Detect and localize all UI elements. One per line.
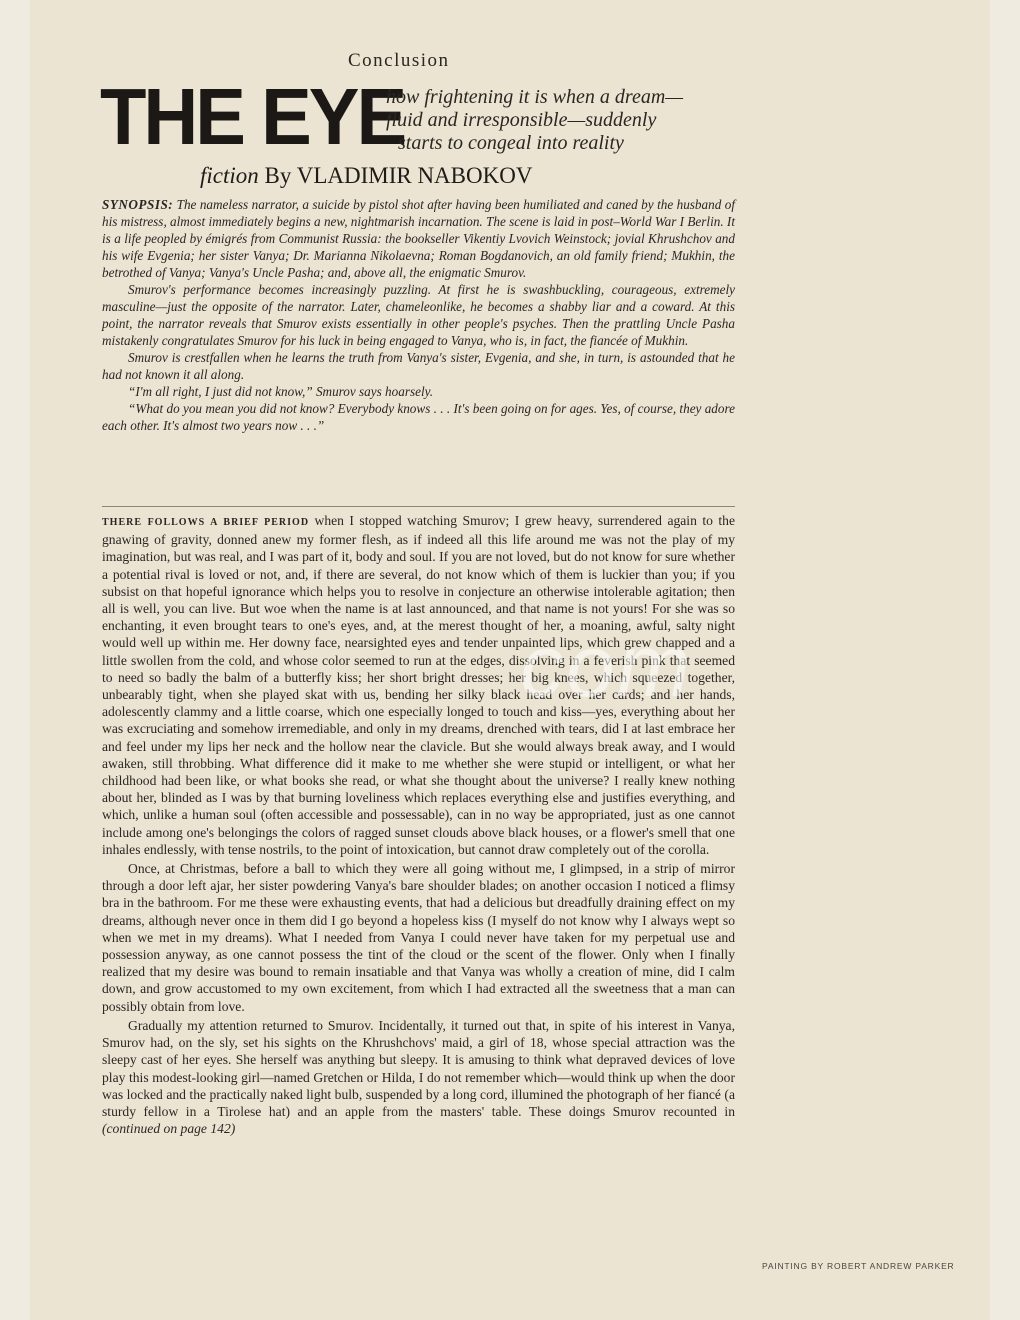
body-text: Gradually my attention returned to Smurov. Incidentally, it turned out that, in spite of his interest in Vanya, Smurov had, on the sly, set his sights on the Khrushchovs' maid, a girl of 18, whose special attraction was the sleepy cast of her eyes. She herself was anything but sleepy. It is amusing to think what depraved devices of love play this modest-looking girl—named Gretchen or Hilda, I do not remember which—would think up when the door was locked and the practically naked light bulb, suspended by a long cord, illumined the photograph of her fiancé (a sturdy fellow in a Tirolese hat) and an apple from the masters' table. These doings Smurov recounted in — [102, 1017, 735, 1119]
byline-genre: fiction — [200, 163, 259, 188]
synopsis-paragraph: “What do you mean you did not know? Everybody knows . . . It's been going on for ages. Yes, of course, they adore each other. It's almost two years now . . .” — [102, 401, 735, 433]
tagline-line-1: how frightening it is when a dream— — [386, 86, 684, 108]
body-paragraph: Once, at Christmas, before a ball to which they were all going without me, I glimpsed, in a strip of mirror through a door left ajar, her sister powdering Vanya's bare shoulder blades; on another occasion I noticed a flimsy bra in the bathroom. For me these were exhausting events, that had a delicious but dreadfully draining effect on my dreams, although never once in them did I go beyond a hopeless kiss (I myself do not know why I always wept so when we met in my dreams). What I needed from Vanya I could never have taken for my perpetual use and possession anyway, as one cannot possess the tint of the cloud or the scent of the flower. Only when I finally realized that my desire was bound to remain insatiable and that Vanya was wholly a creation of mine, did I calm down, and grow accustomed to my own excitement, from which I had extracted all the sweetness that a man can possibly obtain from love. — [102, 861, 735, 1014]
synopsis-text: The nameless narrator, a suicide by pistol shot after having been humiliated and caned by the husband of his mistress, almost immediately begins a new, nightmarish incarnation. The scene is laid in post–World War I Berlin. It is a life peopled by émigrés from Communist Russia: the bookseller Vikentiy Lvovich Weinstock; jovial Khrushchov and his wife Evgenia; her sister Vanya; Dr. Marianna Nikolaevna; Roman Bogdanovich, an old family friend; Mukhin, the betrothed of Vanya; Vanya's Uncle Pasha; and, above all, the enigmatic Smurov. — [102, 197, 735, 280]
section-divider — [102, 506, 735, 507]
body-lead-in: THERE FOLLOWS A BRIEF PERIOD — [102, 517, 310, 528]
byline — [200, 163, 532, 189]
watermark: com — [520, 616, 693, 715]
body-paragraph — [102, 512, 735, 858]
illustration-credit: PAINTING BY ROBERT ANDREW PARKER — [762, 1261, 955, 1271]
synopsis-block — [102, 196, 735, 434]
byline-author: By VLADIMIR NABOKOV — [264, 163, 533, 188]
body-text: when I stopped watching Smurov; I grew heavy, surrendered again to the gnawing of gravity, donned anew my former flesh, as if indeed all this life around me was not the play of my imagination, but was real, and I was part of it, body and soul. If you are not loved, but do not know for sure whether a potential rival is loved or not, and, if there are several, do not know which of them is luckier than you; if you subsist on that hopeful ignorance which helps you to resolve in conjecture an otherwise intolerable agitation; then all is well, you can live. But woe when the name is at last announced, and that name is not yours! For she was so enchanting, it even brought tears to one's eyes, and, at the merest thought of her, a moaning, awful, salty night would well up within me. Her downy face, nearsighted eyes and tender unpainted lips, which grew chapped and a little swollen from the cold, and whose color seemed to run at the edges, dissolving in a feverish pink that seemed to need so badly the balm of a butterfly kiss; her short bright dresses; her big knees, which squeezed together, unbearably tight, when she played skat with us, bending her silky black head over her cards; and her hands, adolescently clammy and a little coarse, which one especially longed to touch and kiss—yes, everything about her was excruciating and somehow irremediable, and only in my dreams, drenched with tears, did I at last embrace her and feel under my lips her neck and the hollow near the clavicle. But she would always break away, and I would awaken, still throbbing. What difference did it make to me whether she were stupid or intelligent, or what her childhood had been like, or what books she read, or what she thought about the universe? I really knew nothing about her, blinded as I was by that burning loveliness which replaces everything else and justifies everything, and which, unlike a human soul (often accessible and possessable), can in no way be appropriated, just as one cannot include among one's belongings the colors of ragged sunset clouds above black houses, or a flower's smell that one inhales endlessly, with tense nostrils, to the point of intoxication, but cannot draw completely out of the corolla. — [102, 513, 735, 857]
continued-link[interactable]: (continued on page 142) — [102, 1121, 236, 1137]
title-tagline — [386, 86, 726, 155]
tagline-line-3: starts to congeal into reality — [398, 132, 624, 154]
story-title: THE EYE — [100, 72, 405, 162]
body-paragraph — [102, 1017, 735, 1137]
tagline-line-2: fluid and irresponsible—suddenly — [386, 109, 657, 131]
synopsis-paragraph — [102, 196, 735, 281]
synopsis-paragraph: “I'm all right, I just did not know,” Smurov says hoarsely. — [128, 384, 434, 399]
magazine-page — [30, 0, 990, 1320]
story-body — [102, 512, 735, 1139]
synopsis-label: SYNOPSIS: — [102, 197, 174, 212]
synopsis-paragraph: Smurov's performance becomes increasingly puzzling. At first he is swashbuckling, courageous, extremely masculine—just the opposite of the narrator. Later, chameleonlike, he becomes a shabby liar and a coward. At this point, the narrator reveals that Smurov exists essentially in other people's psyches. Then the prattling Uncle Pasha mistakenly congratulates Smurov for his luck in being engaged to Vanya, who is, in fact, the fiancée of Mukhin. — [102, 282, 735, 348]
kicker-conclusion: Conclusion — [348, 50, 450, 71]
synopsis-paragraph: Smurov is crestfallen when he learns the truth from Vanya's sister, Evgenia, and she, in turn, is astounded that he had not known it all along. — [102, 350, 735, 382]
